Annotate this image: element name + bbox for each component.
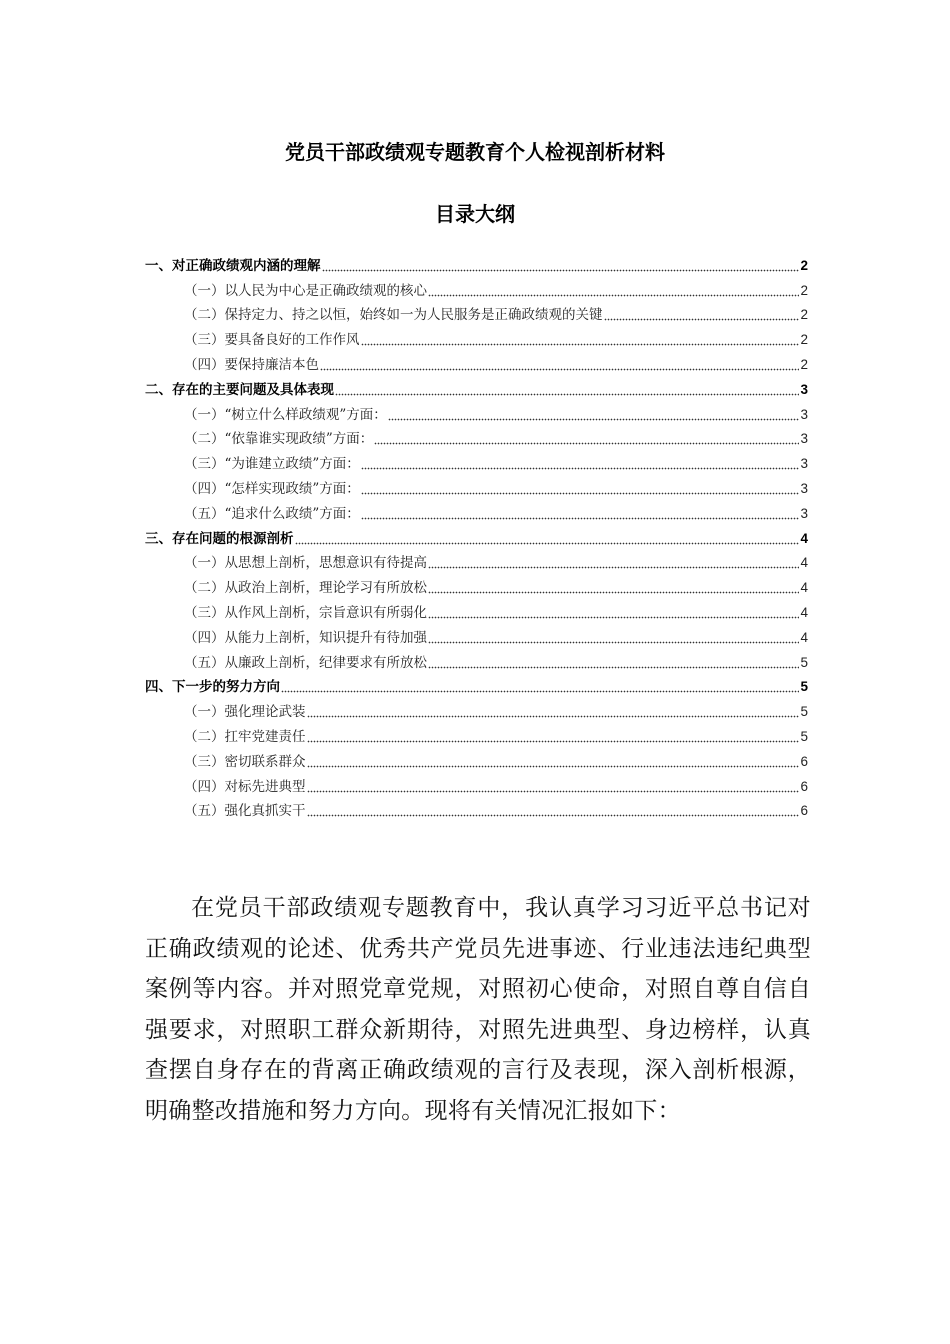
toc-page-number: 5 bbox=[800, 654, 808, 670]
toc-page-number: 2 bbox=[800, 307, 808, 323]
toc-subsection-entry[interactable] bbox=[145, 622, 808, 647]
toc-page-number: 3 bbox=[800, 505, 808, 521]
table-of-contents bbox=[145, 250, 808, 820]
toc-dot-leader bbox=[307, 779, 800, 793]
toc-entry-label: （一）以人民为中心是正确政绩观的核心 bbox=[184, 282, 427, 299]
toc-entry-label: 三、存在问题的根源剖析 bbox=[145, 530, 294, 547]
toc-subsection-entry[interactable] bbox=[145, 721, 808, 746]
toc-entry-label: 一、对正确政绩观内涵的理解 bbox=[145, 257, 321, 274]
toc-dot-leader bbox=[361, 456, 800, 470]
toc-section-entry[interactable] bbox=[145, 374, 808, 399]
toc-subsection-entry[interactable] bbox=[145, 796, 808, 821]
toc-section-entry[interactable] bbox=[145, 672, 808, 697]
toc-dot-leader bbox=[374, 431, 799, 445]
toc-page-number: 4 bbox=[800, 629, 808, 645]
toc-dot-leader bbox=[428, 283, 799, 297]
toc-page-number: 3 bbox=[800, 406, 808, 422]
toc-title: 目录大纲 bbox=[435, 202, 515, 226]
toc-subsection-entry[interactable] bbox=[145, 448, 808, 473]
toc-page-number: 3 bbox=[800, 480, 808, 496]
toc-entry-label: （二）从政治上剖析，理论学习有所放松 bbox=[184, 580, 427, 597]
toc-entry-label: （一）从思想上剖析，思想意识有待提高 bbox=[184, 555, 427, 572]
toc-entry-label: （四）要保持廉洁本色 bbox=[184, 356, 319, 373]
toc-dot-leader bbox=[281, 679, 799, 693]
toc-page-number: 3 bbox=[800, 431, 808, 447]
toc-dot-leader bbox=[320, 357, 799, 371]
toc-dot-leader bbox=[322, 258, 800, 272]
toc-entry-label: （一）“树立什么样政绩观”方面： bbox=[184, 406, 387, 423]
toc-page-number: 4 bbox=[800, 530, 808, 546]
toc-subsection-entry[interactable] bbox=[145, 473, 808, 498]
toc-subsection-entry[interactable] bbox=[145, 399, 808, 424]
toc-dot-leader bbox=[428, 655, 799, 669]
toc-entry-label: （五）强化真抓实干 bbox=[184, 803, 306, 820]
toc-page-number: 3 bbox=[800, 456, 808, 472]
body-paragraph: 在党员干部政绩观专题教育中，我认真学习习近平总书记对正确政绩观的论述、优秀共产党员先进事迹、行业违法违纪典型案例等内容。并对照党章党规，对照初心使命，对照自尊自信自强要求，对照职工群众新期待，对照先进典型、身边榜样，认真查摆自身存在的背离正确政绩观的言行及表现，深入剖析根源，明确整改措施和努力方向。现将有关情况汇报如下： bbox=[145, 895, 811, 1124]
toc-page-number: 3 bbox=[800, 381, 808, 397]
toc-entry-label: （二）保持定力、持之以恒，始终如一为人民服务是正确政绩观的关键 bbox=[184, 307, 603, 324]
toc-entry-label: （五）从廉政上剖析，纪律要求有所放松 bbox=[184, 654, 427, 671]
toc-page-number: 6 bbox=[800, 803, 808, 819]
toc-entry-label: （五）“追求什么政绩”方面： bbox=[184, 505, 360, 522]
document-title: 党员干部政绩观专题教育个人检视剖析材料 bbox=[285, 140, 665, 164]
toc-dot-leader bbox=[604, 307, 800, 321]
toc-dot-leader bbox=[428, 605, 799, 619]
toc-subsection-entry[interactable] bbox=[145, 300, 808, 325]
toc-entry-label: （三）密切联系群众 bbox=[184, 753, 306, 770]
toc-entry-label: （三）要具备良好的工作作风 bbox=[184, 332, 360, 349]
toc-entry-label: （二）“依靠谁实现政绩”方面： bbox=[184, 431, 374, 448]
toc-dot-leader bbox=[428, 580, 799, 594]
toc-dot-leader bbox=[361, 506, 800, 520]
toc-dot-leader bbox=[361, 481, 800, 495]
toc-subsection-entry[interactable] bbox=[145, 548, 808, 573]
toc-page-number: 6 bbox=[800, 778, 808, 794]
toc-page-number: 4 bbox=[800, 580, 808, 596]
toc-dot-leader bbox=[361, 332, 800, 346]
toc-subsection-entry[interactable] bbox=[145, 597, 808, 622]
toc-page-number: 5 bbox=[800, 679, 808, 695]
toc-subsection-entry[interactable] bbox=[145, 275, 808, 300]
toc-entry-label: （四）对标先进典型 bbox=[184, 778, 306, 795]
toc-entry-label: （三）从作风上剖析，宗旨意识有所弱化 bbox=[184, 604, 427, 621]
toc-dot-leader bbox=[295, 531, 800, 545]
toc-page-number: 2 bbox=[800, 356, 808, 372]
toc-section-entry[interactable] bbox=[145, 523, 808, 548]
toc-entry-label: （一）强化理论武装 bbox=[184, 704, 306, 721]
toc-subsection-entry[interactable] bbox=[145, 424, 808, 449]
toc-subsection-entry[interactable] bbox=[145, 771, 808, 796]
toc-entry-label: （四）从能力上剖析，知识提升有待加强 bbox=[184, 629, 427, 646]
toc-page-number: 4 bbox=[800, 604, 808, 620]
toc-page-number: 2 bbox=[800, 282, 808, 298]
toc-page-number: 5 bbox=[800, 704, 808, 720]
toc-subsection-entry[interactable] bbox=[145, 746, 808, 771]
toc-page-number: 2 bbox=[800, 332, 808, 348]
toc-entry-label: 四、下一步的努力方向 bbox=[145, 679, 280, 696]
toc-dot-leader bbox=[307, 754, 800, 768]
toc-entry-label: （二）扛牢党建责任 bbox=[184, 728, 306, 745]
toc-dot-leader bbox=[307, 704, 800, 718]
toc-dot-leader bbox=[428, 630, 799, 644]
toc-entry-label: 二、存在的主要问题及具体表现 bbox=[145, 381, 334, 398]
toc-subsection-entry[interactable] bbox=[145, 349, 808, 374]
toc-page-number: 6 bbox=[800, 753, 808, 769]
toc-subsection-entry[interactable] bbox=[145, 324, 808, 349]
toc-dot-leader bbox=[307, 729, 800, 743]
toc-dot-leader bbox=[307, 803, 800, 817]
toc-subsection-entry[interactable] bbox=[145, 572, 808, 597]
toc-section-entry[interactable] bbox=[145, 250, 808, 275]
toc-dot-leader bbox=[388, 407, 800, 421]
toc-dot-leader bbox=[428, 555, 799, 569]
toc-page-number: 2 bbox=[800, 257, 808, 273]
toc-entry-label: （三）“为谁建立政绩”方面： bbox=[184, 456, 360, 473]
toc-subsection-entry[interactable] bbox=[145, 498, 808, 523]
toc-page-number: 5 bbox=[800, 728, 808, 744]
toc-dot-leader bbox=[335, 382, 799, 396]
toc-subsection-entry[interactable] bbox=[145, 696, 808, 721]
toc-subsection-entry[interactable] bbox=[145, 647, 808, 672]
toc-page-number: 4 bbox=[800, 555, 808, 571]
toc-entry-label: （四）“怎样实现政绩”方面： bbox=[184, 480, 360, 497]
